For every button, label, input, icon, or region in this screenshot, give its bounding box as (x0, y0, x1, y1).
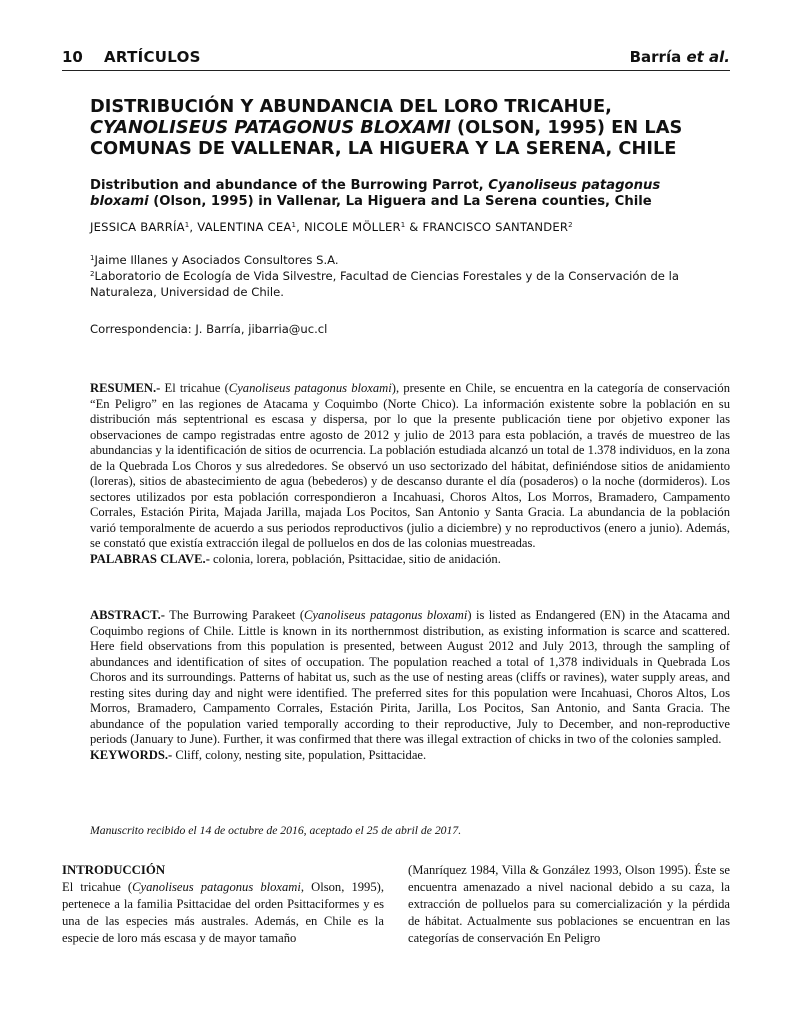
resumen-block (90, 381, 730, 567)
intro-species: Cyanoliseus patagonus bloxami (132, 880, 301, 894)
running-head (62, 48, 730, 70)
subtitle-part-1: Distribution and abundance of the Burrowing Parrot, (90, 178, 489, 193)
title-line-3: COMUNAS DE VALLENAR, LA HIGUERA Y LA SERENA, CHILE (90, 138, 677, 159)
affiliations (90, 252, 730, 300)
author-list: JESSICA BARRÍA$^1$, VALENTINA CEA$^1$, NICOLE MÖLLER$^1$ & FRANCISCO SANTANDER$^2$ (90, 220, 573, 234)
resumen-label: RESUMEN.- (90, 381, 161, 395)
subtitle-species-1: Cyanoliseus patagonus (488, 178, 661, 193)
author-2-affil: 1 (291, 221, 297, 229)
author-1-affil: 1 (184, 221, 190, 229)
author-3: NICOLE MÖLLER (303, 220, 401, 234)
title-line-2 (90, 117, 730, 138)
subtitle-species-2: bloxami (90, 194, 149, 209)
author-4: FRANCISCO SANTANDER (422, 220, 569, 234)
author-4-affil: 2 (568, 221, 573, 229)
resumen-body: RESUMEN.- El tricahue (Cyanoliseus patagonus bloxami), presente en Chile, se encuentra en la categoría de conservación “En Peligro” en las regiones de Atacama y Coquimbo (Norte Chico). La información existente sobre la población en su distribución más septentrional es escasa y dispersa, por lo que la presente publicación tiene por objetivo exponer las observaciones de campo registradas entre agosto de 2012 y julio de 2013 para esta población, a través de muestreo de las abundancias y la identificación de sitios de ocurrencia. La población estudiada alcanzó un total de 1.378 individuos, en la zona de la Quebrada Los Choros y sus alrededores. Se observó un uso sectorizado del hábitat, definiéndose sitios de anidamiento (loreras), sitios de abastecimiento de agua (bebederos) y de descanso durante el día (posaderos) o la noche (dormideros). Los sectores utilizados por esta población correspondieron a Incahuasi, Choros Altos, Los Morros, Bramadero, Campamento Corrales, Estación Pirita, Majada Jarilla, majada Los Pocitos, San Antonio y Santa Gracia. La abundancia de la población varió temporalmente de acuerdo a sus periodos reproductivos (julio a diciembre) y no reproductivos (enero a junio). Además, se constató que existía extracción ilegal de polluelos en dos de las colonias muestreadas. (90, 381, 730, 550)
article-title (90, 96, 730, 159)
keywords-label: KEYWORDS.- (90, 747, 173, 762)
abstract-block (90, 608, 730, 763)
palabras-clave: PALABRAS CLAVE.- colonia, lorera, población, Psittacidae, sitio de anidación. (90, 551, 501, 566)
page-number: 10 (62, 48, 83, 66)
abstract-species: Cyanoliseus patagonus bloxami (304, 608, 468, 622)
manuscript-dates: Manuscrito recibido el 14 de octubre de 2016, aceptado el 25 de abril de 2017. (90, 824, 462, 837)
title-species: CYANOLISEUS PATAGONUS BLOXAMI (90, 117, 451, 138)
abstract-body: ABSTRACT.- The Burrowing Parakeet (Cyanoliseus patagonus bloxami) is listed as Endangered (EN) in the Atacama and Coquimbo regions of Chile. Little is known in its northernmost distribution, as existing information is scarce and scattered. Here field observations from this population is presented, between August 2012 and July 2013, through the sampling of abundances and identification of sites of occupation. The population reached a total of 1,378 individuals in Quebrada Los Choros and its surroundings. Patterns of habitat us, such as the use of nesting areas (cliffs or ravines), water supply areas, and resting sites during day and night were identified. The preferred sites for this population were Incahuasi, Choros Altos, Los Morros, Bramadero, Campamento Corrales, Estación Pirita, Jarilla, Los Pocitos, San Antonio, and Santa Gracia. The abundance of the population varied temporally according to their reproductive, July to December, and non-reproductive periods (January to June). Further, it was confirmed that there was illegal extraction of chicks in two of the colonies sampled. (90, 608, 730, 746)
correspondence: Correspondencia: J. Barría, jibarria@uc.cl (90, 322, 328, 336)
keywords: KEYWORDS.- Cliff, colony, nesting site, population, Psittacidae. (90, 747, 427, 762)
title-line-1: DISTRIBUCIÓN Y ABUNDANCIA DEL LORO TRICAHUE, (90, 96, 612, 117)
running-authors-surname: Barría (629, 48, 682, 66)
affiliation-2: $^2$Laboratorio de Ecología de Vida Silvestre, Facultad de Ciencias Forestales y de la Conservación de la Naturaleza, Universidad de Chile. (90, 269, 679, 299)
abstract-label: ABSTRACT.- (90, 608, 165, 622)
section-name: ARTÍCULOS (104, 48, 201, 66)
running-authors (630, 48, 730, 66)
header-rule (62, 70, 730, 71)
author-3-affil: 1 (400, 221, 406, 229)
intro-column-left (62, 862, 384, 947)
subtitle-part-2: (Olson, 1995) in Vallenar, La Higuera and La Serena counties, Chile (148, 194, 652, 209)
title-line-2-rest: (OLSON, 1995) EN LAS (450, 117, 683, 138)
palabras-clave-label: PALABRAS CLAVE.- (90, 551, 210, 566)
intro-left-text: El tricahue (Cyanoliseus patagonus bloxami, Olson, 1995), pertenece a la familia Psittacidae del orden Psittaciformes y es una de las especies más australes. Además, en Chile es la especie de loro más escasa y de mayor tamaño (62, 880, 384, 945)
intro-column-right: (Manríquez 1984, Villa & González 1993, Olson 1995). Éste se encuentra amenazado a nivel nacional debido a su caza, la extracción de polluelos para su comercialización y la pérdida de hábitat. Actualmente sus poblaciones se encuentran en las categorías de conservación En Peligro (408, 863, 730, 945)
article-subtitle (90, 178, 730, 210)
intro-heading: INTRODUCCIÓN (62, 863, 166, 877)
author-2: VALENTINA CEA (197, 220, 292, 234)
author-1: JESSICA BARRÍA (90, 220, 185, 234)
affiliation-1: $^1$Jaime Illanes y Asociados Consultores S.A. (90, 253, 339, 267)
resumen-species: Cyanoliseus patagonus bloxami (228, 381, 392, 395)
running-authors-etal: et al. (686, 48, 730, 66)
